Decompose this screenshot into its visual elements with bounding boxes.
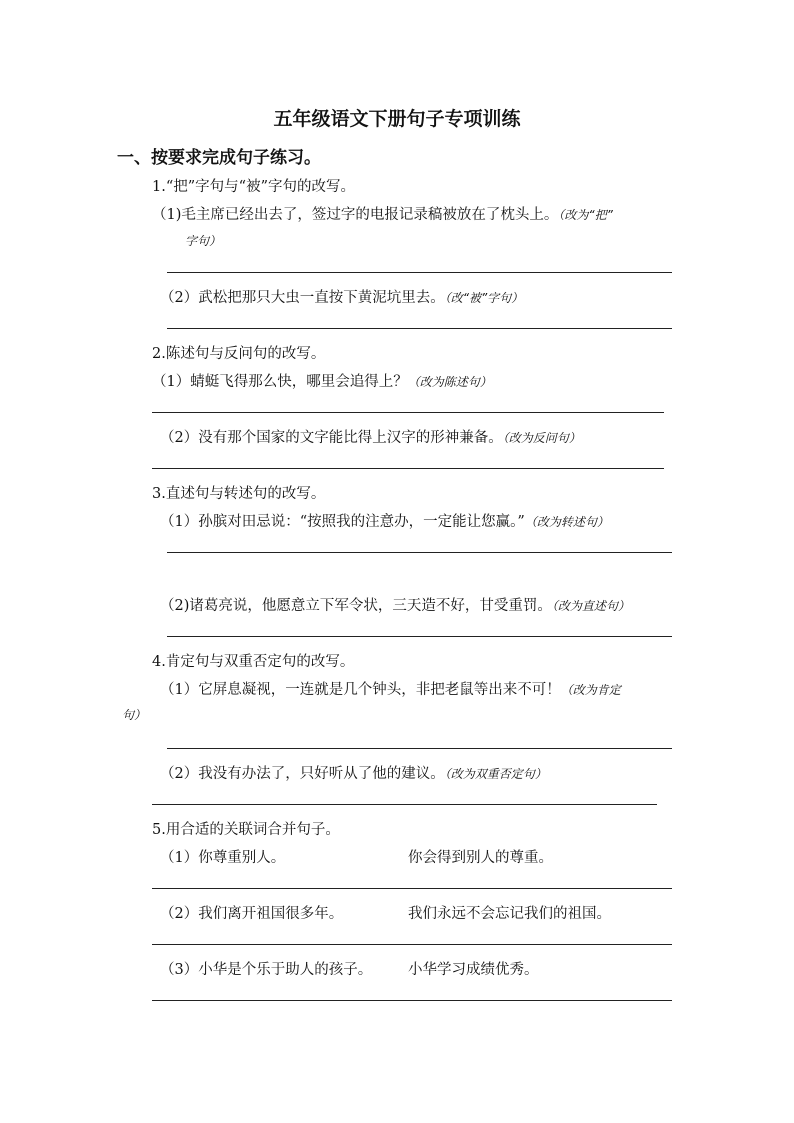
question-hint: （改为肯定 <box>560 683 621 697</box>
question-5-2-second-sentence: 我们永远不会忘记我们的祖国。 <box>408 906 611 922</box>
question-5-1: （1）你尊重别人。 <box>160 850 286 866</box>
question-3-1 <box>160 510 609 531</box>
question-1-1 <box>152 203 613 224</box>
answer-line[interactable] <box>167 748 672 749</box>
question-hint: （改为双重否定句） <box>444 767 547 781</box>
question-hint: （改为“把” <box>558 208 613 222</box>
question-hint-continued: 句） <box>122 708 147 722</box>
question-hint: （改为转述句） <box>524 515 609 529</box>
question-text: （1)毛主席已经出去了，签过字的电报记录稿被放在了枕头上。 <box>152 207 559 223</box>
question-hint: （改为陈述句） <box>407 375 492 389</box>
question-3-2 <box>160 594 630 615</box>
question-text: （2）武松把那只大虫一直按下黄泥坑里去。 <box>160 290 445 306</box>
question-4-1 <box>160 678 621 699</box>
question-5-2: （2）我们离开祖国很多年。 <box>160 906 344 922</box>
question-text: （1）孙膑对田忌说：“按照我的注意办，一定能让您赢。” <box>160 514 525 530</box>
page-title: 五年级语文下册句子专项训练 <box>273 108 521 130</box>
answer-line[interactable] <box>152 468 664 469</box>
group-heading-3: 3.直述句与转述句的改写。 <box>152 486 326 502</box>
question-text: （2)诸葛亮说，他愿意立下军令状，三天造不好，甘受重罚。 <box>160 598 552 614</box>
answer-line[interactable] <box>167 636 672 637</box>
answer-line[interactable] <box>152 944 672 945</box>
group-heading-1: 1.“把”字句与“被”字句的改写。 <box>152 179 355 195</box>
answer-line[interactable] <box>152 804 657 805</box>
question-5-3-second-sentence: 小华学习成绩优秀。 <box>408 962 539 978</box>
section-heading: 一、按要求完成句子练习。 <box>117 148 321 168</box>
question-4-2 <box>160 762 547 783</box>
question-hint: （改“被”字句） <box>444 291 524 305</box>
answer-line[interactable] <box>167 272 672 273</box>
question-5-3: （3）小华是个乐于助人的孩子。 <box>160 962 373 978</box>
question-2-2 <box>160 426 581 447</box>
question-1-2 <box>160 286 523 307</box>
question-hint-continued: 字句） <box>185 234 222 248</box>
group-heading-2: 2.陈述句与反问句的改写。 <box>152 346 326 362</box>
answer-line[interactable] <box>152 412 664 413</box>
question-text: （1）蜻蜓飞得那么快，哪里会追得上？ <box>152 374 408 390</box>
group-heading-4: 4.肯定句与双重否定句的改写。 <box>152 654 355 670</box>
answer-line[interactable] <box>167 552 672 553</box>
question-5-1-second-sentence: 你会得到别人的尊重。 <box>408 850 553 866</box>
question-2-1 <box>152 370 492 391</box>
question-hint: （改为反问句） <box>502 431 581 445</box>
answer-line[interactable] <box>152 888 672 889</box>
question-text: （1）它屏息凝视，一连就是几个钟头，非把老鼠等出来不可！ <box>160 682 561 698</box>
answer-line[interactable] <box>167 328 672 329</box>
group-heading-5: 5.用合适的关联词合并句子。 <box>152 822 340 838</box>
question-text: （2）我没有办法了，只好听从了他的建议。 <box>160 766 445 782</box>
question-hint: （改为直述句） <box>551 599 630 613</box>
question-text: （2）没有那个国家的文字能比得上汉字的形神兼备。 <box>160 430 503 446</box>
answer-line[interactable] <box>152 1000 672 1001</box>
